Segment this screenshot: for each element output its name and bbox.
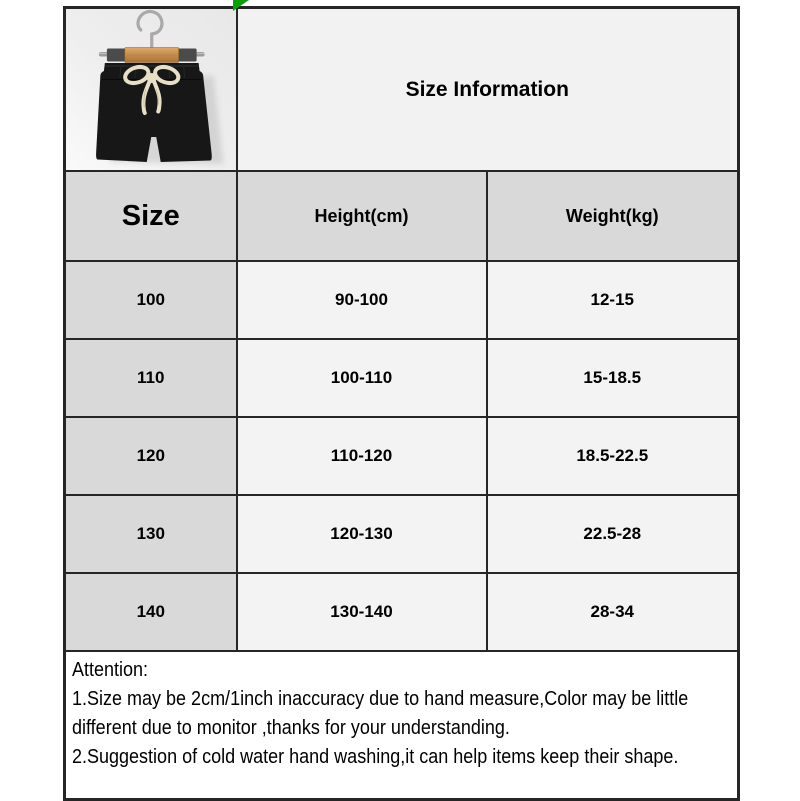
top-row bbox=[65, 8, 739, 172]
attention-heading: Attention: bbox=[72, 659, 149, 681]
column-header-weight-label: Weight(kg) bbox=[565, 205, 659, 226]
height-cell bbox=[237, 495, 487, 573]
hanger-clip-left bbox=[107, 49, 127, 62]
size-value: 120 bbox=[136, 446, 165, 465]
table-row bbox=[65, 261, 739, 339]
height-value: 100-110 bbox=[330, 368, 393, 387]
attention-line: different due to monitor ,thanks for your understanding. bbox=[72, 717, 510, 739]
weight-cell bbox=[487, 573, 739, 651]
size-cell bbox=[65, 417, 237, 495]
table-row bbox=[65, 573, 739, 651]
attention-row bbox=[65, 651, 739, 800]
size-chart-table bbox=[63, 6, 740, 801]
size-cell bbox=[65, 261, 237, 339]
height-value: 110-120 bbox=[330, 446, 393, 465]
weight-cell bbox=[487, 417, 739, 495]
weight-value: 28-34 bbox=[590, 602, 634, 621]
column-header-size bbox=[65, 171, 237, 261]
size-value: 100 bbox=[136, 290, 165, 309]
hanger-clip-right bbox=[177, 49, 197, 62]
table-row bbox=[65, 495, 739, 573]
height-cell bbox=[237, 339, 487, 417]
weight-value: 18.5-22.5 bbox=[576, 446, 649, 465]
corner-flag-icon bbox=[233, 0, 249, 11]
weight-cell bbox=[487, 261, 739, 339]
size-info-title-cell bbox=[237, 8, 739, 172]
weight-cell bbox=[487, 339, 739, 417]
size-cell bbox=[65, 495, 237, 573]
column-header-height-label: Height(cm) bbox=[314, 205, 409, 226]
size-value: 110 bbox=[137, 368, 165, 387]
weight-value: 12-15 bbox=[590, 290, 634, 309]
attention-line: 1.Size may be 2cm/1inch inaccuracy due to hand measure,Color may be little bbox=[72, 688, 689, 710]
size-value: 140 bbox=[136, 602, 165, 621]
attention-cell bbox=[65, 651, 739, 800]
height-cell bbox=[237, 417, 487, 495]
product-photo bbox=[65, 8, 237, 172]
table-row bbox=[65, 417, 739, 495]
size-value: 130 bbox=[136, 524, 165, 543]
table-header-row bbox=[65, 171, 739, 261]
height-value: 130-140 bbox=[330, 602, 393, 621]
height-value: 120-130 bbox=[330, 524, 393, 543]
height-value: 90-100 bbox=[335, 290, 388, 309]
size-cell bbox=[65, 339, 237, 417]
height-cell bbox=[237, 261, 487, 339]
page-title: Size Information bbox=[405, 77, 569, 101]
column-header-weight bbox=[487, 171, 739, 261]
table-row bbox=[65, 339, 739, 417]
attention-line: 2.Suggestion of cold water hand washing,it can help items keep their shape. bbox=[72, 746, 679, 768]
weight-value: 22.5-28 bbox=[583, 524, 642, 543]
column-header-height bbox=[237, 171, 487, 261]
weight-value: 15-18.5 bbox=[583, 368, 642, 387]
weight-cell bbox=[487, 495, 739, 573]
height-cell bbox=[237, 573, 487, 651]
size-cell bbox=[65, 573, 237, 651]
column-header-size-label: Size bbox=[121, 199, 180, 232]
shorts-on-hanger-illustration bbox=[66, 9, 236, 170]
